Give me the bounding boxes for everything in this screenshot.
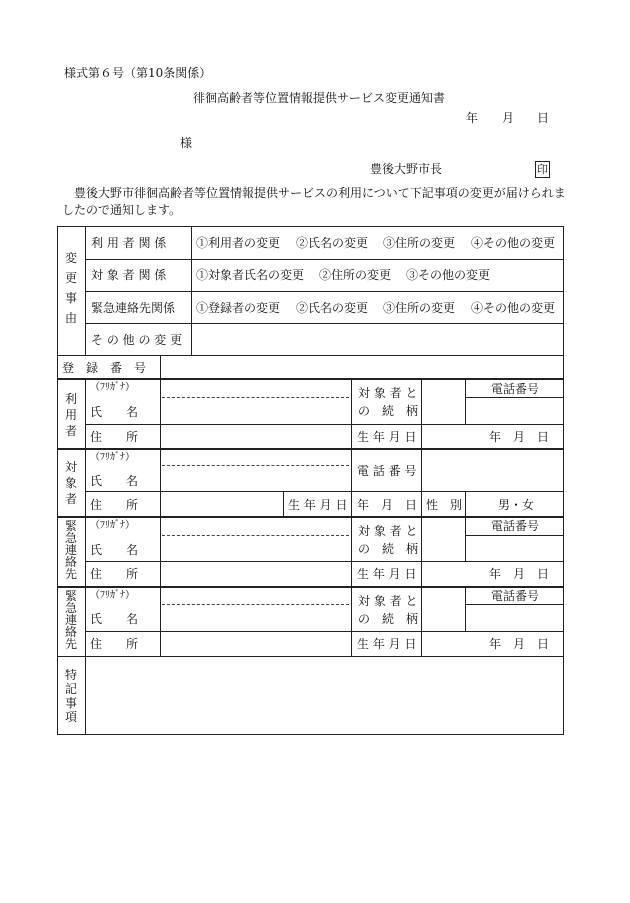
emergency2-section-label: 緊急連絡先 [64, 589, 77, 651]
target-gender-value[interactable]: 男・女 [498, 498, 535, 512]
form-number: 様式第６号（第10条関係） [64, 66, 212, 80]
emergency1-name-field[interactable] [162, 518, 350, 560]
intro-text-line-1: 豊後大野市徘徊高齢者等位置情報提供サービスの利用について下記事項の変更が届けられま [74, 186, 566, 200]
emergency2-address-label: 住 所 [90, 637, 139, 651]
registration-number-label: 登 録 番 号 [62, 361, 147, 375]
emergency1-birth-label: 生 年 月 日 [357, 567, 417, 581]
emergency2-relation-label-2: の 続 柄 [358, 612, 419, 626]
change-reason-label: 変更事由 [64, 251, 77, 325]
target-section-label: 対象者 [64, 460, 77, 506]
option-user-name-change[interactable]: ②氏名の変更 [296, 236, 369, 250]
option-target-name-change[interactable]: ①対象者氏名の変更 [196, 268, 305, 282]
user-name-label: 氏 名 [90, 405, 139, 419]
emergency2-relation-field[interactable] [423, 588, 464, 630]
emergency1-section-label: 緊急連絡先 [64, 519, 77, 581]
option-user-other-change[interactable]: ④その他の変更 [471, 236, 556, 250]
date-day-label: 日 [537, 111, 550, 125]
emergency1-relation-label-1: 対 象 者 と [358, 524, 418, 538]
user-birth-label: 生 年 月 日 [357, 430, 417, 444]
user-phone-field[interactable] [467, 399, 562, 423]
target-birth-value[interactable]: 年 月 日 [357, 498, 418, 512]
special-notes-label: 特記事項 [64, 668, 77, 724]
emergency2-address-field[interactable] [162, 633, 350, 655]
option-target-other-change[interactable]: ③その他の変更 [406, 268, 491, 282]
emergency2-relation-label-1: 対 象 者 と [358, 594, 418, 608]
option-target-address-change[interactable]: ②住所の変更 [319, 268, 392, 282]
emergency2-phone-label: 電話番号 [491, 589, 540, 603]
option-user-address-change[interactable]: ③住所の変更 [383, 236, 456, 250]
emergency1-furigana-label: （ﾌﾘｶﾞﾅ） [90, 520, 135, 531]
emergency1-relation-field[interactable] [423, 518, 464, 560]
user-relation-field[interactable] [423, 380, 464, 423]
date-month-label: 月 [502, 111, 515, 125]
target-address-label: 住 所 [90, 498, 139, 512]
user-relation-label-1: 対 象 者 と [358, 386, 418, 400]
target-phone-field[interactable] [423, 450, 562, 490]
form-title: 徘徊高齢者等位置情報提供サービス変更通知書 [193, 91, 446, 105]
emergency2-name-field[interactable] [162, 588, 350, 630]
user-address-field[interactable] [162, 426, 350, 447]
target-name-label: 氏 名 [90, 474, 139, 488]
emergency1-address-label: 住 所 [90, 567, 139, 581]
target-furigana-label: （ﾌﾘｶﾞﾅ） [90, 452, 135, 463]
emergency2-phone-field[interactable] [467, 606, 562, 630]
target-gender-label: 性 別 [426, 498, 463, 512]
date-year-label: 年 [466, 111, 479, 125]
user-phone-label: 電話番号 [491, 382, 540, 396]
target-address-field[interactable] [162, 493, 282, 515]
special-notes-field[interactable] [87, 658, 562, 733]
issuer-name: 豊後大野市長 [370, 162, 443, 176]
emergency1-address-field[interactable] [162, 563, 350, 585]
emergency2-furigana-label: （ﾌﾘｶﾞﾅ） [90, 590, 135, 601]
change-row-other-label: そ の 他 の 変 更 [91, 333, 183, 347]
option-user-change[interactable]: ①利用者の変更 [196, 236, 281, 250]
seal-mark: 印 [537, 163, 548, 176]
option-emergency-address-change[interactable]: ③住所の変更 [383, 301, 456, 315]
other-change-field[interactable] [193, 325, 562, 354]
user-address-label: 住 所 [90, 430, 139, 444]
user-section-label: 利用者 [64, 392, 77, 438]
target-phone-label: 電 話 番 号 [357, 464, 417, 478]
option-emergency-name-change[interactable]: ②氏名の変更 [296, 301, 369, 315]
emergency2-birth-value[interactable]: 年 月 日 [489, 637, 550, 651]
intro-text-line-2: したので通知します。 [62, 203, 182, 217]
target-name-field[interactable] [162, 450, 350, 490]
user-name-field[interactable] [162, 380, 350, 423]
change-row-target-label: 対 象 者 関 係 [91, 268, 167, 282]
emergency1-birth-value[interactable]: 年 月 日 [489, 567, 550, 581]
user-furigana-label: （ﾌﾘｶﾞﾅ） [90, 382, 135, 393]
registration-number-field[interactable] [162, 357, 562, 377]
addressee-suffix: 様 [180, 136, 193, 150]
option-emergency-other-change[interactable]: ④その他の変更 [471, 301, 556, 315]
user-birth-value[interactable]: 年 月 日 [489, 430, 550, 444]
emergency2-birth-label: 生 年 月 日 [357, 637, 417, 651]
emergency1-relation-label-2: の 続 柄 [358, 542, 419, 556]
emergency1-phone-field[interactable] [467, 537, 562, 560]
emergency1-name-label: 氏 名 [90, 543, 139, 557]
emergency2-name-label: 氏 名 [90, 612, 139, 626]
emergency1-phone-label: 電話番号 [491, 519, 540, 533]
change-row-user-label: 利 用 者 関 係 [91, 236, 167, 250]
change-row-emergency-label: 緊急連絡先関係 [91, 301, 176, 315]
option-registrant-change[interactable]: ①登録者の変更 [196, 301, 281, 315]
target-birth-label: 生 年 月 日 [288, 498, 348, 512]
user-relation-label-2: の 続 柄 [358, 404, 419, 418]
